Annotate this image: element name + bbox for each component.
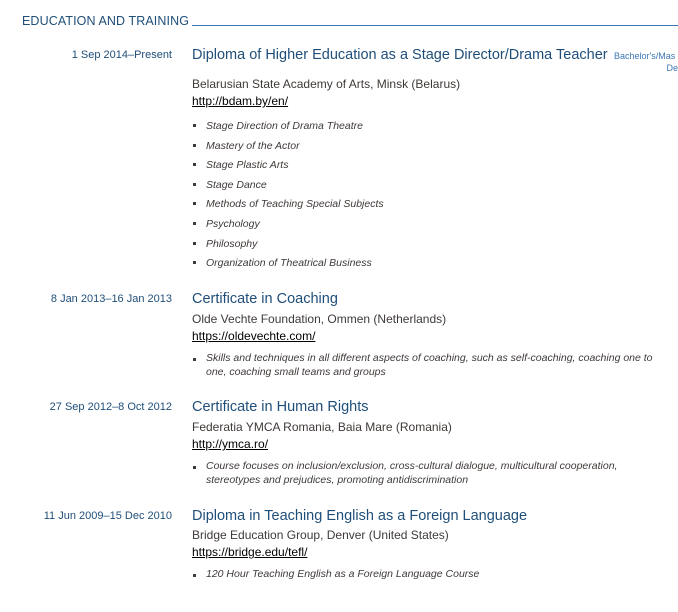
- entry-title: Certificate in Human Rights: [192, 399, 369, 415]
- list-item-text: Organization of Theatrical Business: [206, 257, 372, 270]
- list-item-text: Skills and techniques in all different aspects of coaching, such as self-coaching, coaching one to one, coaching small teams and groups: [206, 352, 653, 378]
- list-item-text: Mastery of the Actor: [206, 139, 300, 152]
- list-item: [192, 459, 678, 487]
- bullet-icon: [193, 183, 196, 186]
- list-item: [192, 176, 612, 196]
- entry-organization: Belarusian State Academy of Arts, Minsk (Belarus): [192, 77, 461, 91]
- bullet-icon: [193, 242, 196, 245]
- list-item-text: Stage Direction of Drama Theatre: [206, 120, 363, 132]
- list-item: [192, 235, 612, 255]
- qualification-level-line-1: Bachelor's/Mas: [614, 51, 676, 61]
- entry-organization: Federatia YMCA Romania, Baia Mare (Romania): [192, 420, 452, 434]
- bullet-icon: [193, 574, 196, 577]
- entry-body: [192, 290, 678, 379]
- list-item: [192, 215, 612, 235]
- list-item-text: Stage Plastic Arts: [206, 159, 289, 172]
- bullet-icon: [193, 124, 196, 127]
- entry-skill-list: [192, 567, 678, 581]
- entry-body: [192, 46, 612, 274]
- entry-date: 8 Jan 2013–16 Jan 2013: [50, 293, 172, 305]
- entry-skill-list: [192, 459, 678, 487]
- entry-body: [192, 398, 678, 487]
- bullet-icon: [193, 222, 196, 225]
- entry-organization: Bridge Education Group, Denver (United States): [192, 528, 449, 542]
- entry-title: Diploma in Teaching English as a Foreign Language: [192, 508, 528, 524]
- list-item-text: Course focuses on inclusion/exclusion, cross-cultural dialogue, multicultural cooperation, stereotypes and prejudices, promoting antidiscrimination: [206, 460, 618, 486]
- entry-title: Certificate in Coaching: [192, 291, 338, 307]
- entry-link[interactable]: https://bridge.edu/tefl/: [192, 545, 308, 559]
- entry-link[interactable]: http://ymca.ro/: [192, 437, 269, 451]
- list-item: [192, 254, 612, 274]
- entry-date: 11 Jun 2009–15 Dec 2010: [43, 510, 172, 522]
- entry-body: [192, 507, 678, 581]
- bullet-icon: [193, 466, 196, 469]
- bullet-icon: [193, 163, 196, 166]
- list-item: [192, 137, 612, 157]
- list-item: [192, 195, 612, 215]
- list-item: [192, 156, 612, 176]
- section-header: [22, 12, 678, 32]
- list-item: [192, 117, 612, 137]
- qualification-level-line-2: De: [666, 63, 678, 73]
- entry-date: 1 Sep 2014–Present: [71, 49, 172, 61]
- list-item: [192, 351, 678, 379]
- entry-skill-list: [192, 117, 612, 274]
- bullet-icon: [193, 144, 196, 147]
- section-divider: [192, 25, 678, 26]
- entry-title: Diploma of Higher Education as a Stage Director/Drama Teacher: [192, 47, 608, 63]
- bullet-icon: [193, 261, 196, 264]
- section-title: EDUCATION AND TRAINING: [22, 14, 190, 28]
- entry-date: 27 Sep 2012–8 Oct 2012: [49, 401, 172, 413]
- entry-skill-list: [192, 351, 678, 379]
- qualification-level-note: [614, 50, 678, 74]
- list-item-text: Philosophy: [206, 237, 258, 250]
- list-item-text: Psychology: [206, 217, 260, 230]
- entry-link[interactable]: http://bdam.by/en/: [192, 94, 289, 108]
- bullet-icon: [193, 202, 196, 205]
- bullet-icon: [193, 358, 196, 361]
- entry-organization: Olde Vechte Foundation, Ommen (Netherlands): [192, 312, 447, 326]
- list-item-text: Methods of Teaching Special Subjects: [206, 198, 384, 211]
- entry-link[interactable]: https://oldevechte.com/: [192, 329, 316, 343]
- list-item-text: 120 Hour Teaching English as a Foreign Language Course: [206, 568, 480, 580]
- list-item-text: Stage Dance: [206, 178, 267, 191]
- list-item: [192, 567, 678, 581]
